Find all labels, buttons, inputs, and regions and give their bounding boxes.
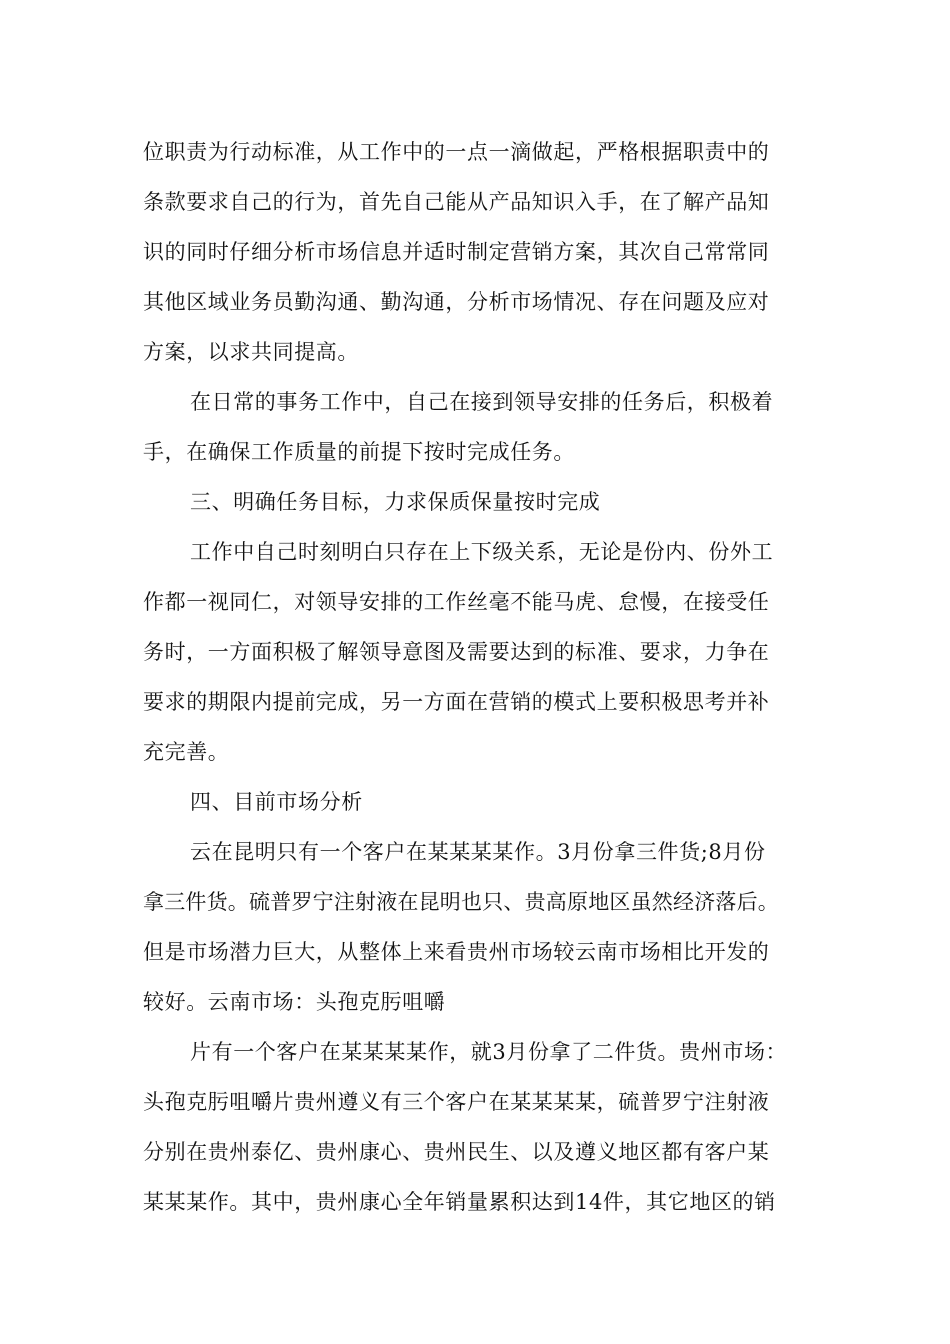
text-line: 条款要求自己的行为，首先自己能从产品知识入手，在了解产品知 [143,190,770,214]
text-line: 充完善。 [143,740,230,764]
text-line: 方案，以求共同提高。 [143,340,359,364]
paragraph-first-line: 在日常的事务工作中，自己在接到领导安排的任务后，积极着 [190,390,774,414]
text-line: 作都一视同仁，对领导安排的工作丝毫不能马虎、怠慢，在接受任 [143,590,770,614]
text-line: 分别在贵州泰亿、贵州康心、贵州民生、以及遵义地区都有客户某 [143,1140,770,1164]
section-heading: 四、目前市场分析 [190,790,363,814]
text-line: 务时，一方面积极了解领导意图及需要达到的标准、要求，力争在 [143,640,770,664]
paragraph-first-line: 工作中自己时刻明白只存在上下级关系，无论是份内、份外工 [190,540,774,564]
text-line: 但是市场潜力巨大，从整体上来看贵州市场较云南市场相比开发的 [143,940,770,964]
paragraph-first-line: 云在昆明只有一个客户在某某某某作。3月份拿三件货;8月份 [190,840,766,864]
text-line: 其他区域业务员勤沟通、勤沟通，分析市场情况、存在问题及应对 [143,290,770,314]
text-line: 识的同时仔细分析市场信息并适时制定营销方案，其次自己常常同 [143,240,770,264]
text-line: 较好。云南市场：头孢克肟咀嚼 [143,990,446,1014]
text-line: 拿三件货。硫普罗宁注射液在昆明也只、贵高原地区虽然经济落后。 [143,890,779,914]
paragraph-first-line: 片有一个客户在某某某某作，就3月份拿了二件货。贵州市场： [190,1040,788,1064]
text-line: 手，在确保工作质量的前提下按时完成任务。 [143,440,575,464]
text-line: 要求的期限内提前完成，另一方面在营销的模式上要积极思考并补 [143,690,770,714]
text-line: 头孢克肟咀嚼片贵州遵义有三个客户在某某某某，硫普罗宁注射液 [143,1090,770,1114]
text-line: 位职责为行动标准，从工作中的一点一滴做起，严格根据职责中的 [143,140,770,164]
text-line: 某某某作。其中，贵州康心全年销量累积达到14件，其它地区的销 [143,1190,776,1214]
section-heading: 三、明确任务目标，力求保质保量按时完成 [190,490,601,514]
